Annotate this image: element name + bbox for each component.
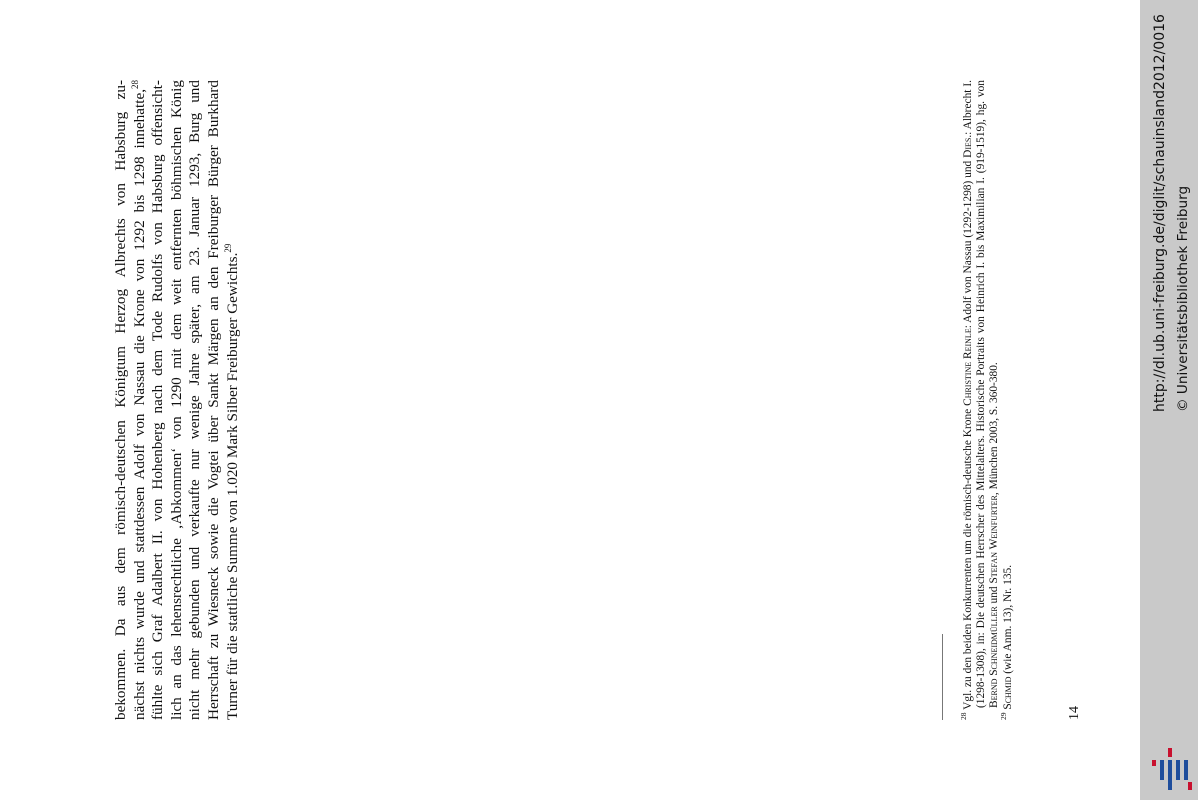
footnote-28 — [959, 80, 1002, 720]
footnotes — [959, 80, 1015, 720]
logo-blue-bar — [1160, 760, 1164, 780]
source-url-link[interactable]: http://dl.ub.uni-freiburg.de/diglit/schauinsland2012/0016 — [1152, 14, 1168, 412]
footnote-marker[interactable]: 28 — [129, 80, 140, 89]
footnote-divider — [942, 634, 943, 720]
body-text — [112, 80, 242, 720]
body-line: lich an das lehensrechtliche ‚Abkommen‘ von 1290 mit dem weit entfernten böhmischen König — [167, 80, 185, 720]
copyright-notice: © Universitätsbibliothek Freiburg — [1175, 185, 1191, 412]
footnote-29 — [998, 80, 1015, 720]
footnote-text: : Adolf von Nassau (1292-1298) und — [962, 157, 974, 329]
footnote-number: 29 — [998, 712, 1008, 720]
author-name: Dies. — [962, 134, 974, 158]
logo-blue-bar — [1176, 760, 1180, 780]
page-number: 14 — [1067, 706, 1082, 720]
footnote-number: 28 — [959, 712, 969, 720]
logo-blue-bar — [1184, 760, 1188, 780]
logo-red-bar — [1168, 748, 1172, 757]
body-line: Herrschaft zu Wiesneck sowie die Vogtei über Sankt Märgen an den Freiburger Bürger Burkhard — [204, 80, 222, 720]
author-name: Christine Reinle — [962, 328, 974, 406]
sidebar-info — [1148, 14, 1194, 412]
body-line: bekommen. Da aus dem römisch-deutschen Königtum Herzog Albrechts von Habsburg zu- — [112, 80, 129, 720]
logo-blue-bar — [1168, 760, 1172, 790]
footnote-text: Vgl. zu den beiden Konkurrenten um die römisch-deutsche Krone — [962, 405, 974, 710]
footnote-text: und — [988, 583, 1001, 607]
logo-red-bar — [1188, 782, 1192, 790]
author-name: Schmid — [1001, 676, 1014, 710]
body-line: nicht mehr gebunden und verkaufte nur wenige Jahre später, am 23. Januar 1293, Burg und — [186, 80, 204, 720]
footnote-text: , München 2003, S. 360-380. — [988, 362, 1001, 496]
footnote-text: : Albrecht I. (1298-1308), in: Die deutschen Herrscher des Mittelalters. Historische Portraits von Heinrich I. bis Maximilian I. (919-1519), hg. von — [962, 80, 988, 708]
author-name: Bernd Schneidmüller — [988, 606, 1001, 708]
ub-freiburg-logo-icon[interactable] — [1148, 746, 1194, 792]
body-line: Turner für die stattliche Summe von 1.020 Mark Silber Freiburger Gewichts.$^{29}$ — [222, 243, 241, 720]
footnote-marker[interactable]: 29 — [222, 243, 233, 253]
body-line: fühlte sich Graf Adalbert II. von Hohenberg nach dem Tode Rudolfs von Habsburg offensicht- — [149, 80, 167, 720]
author-name: Stefan Weinfurter — [988, 495, 1001, 584]
logo-red-bar — [1152, 760, 1156, 766]
body-line: nächst nichts wurde und stattdessen Adolf von Nassau die Krone von 1292 bis 1298 innehatte,$^{28}$ — [129, 80, 148, 720]
footnote-text: (wie Anm. 13), Nr. 135. — [1001, 564, 1014, 677]
